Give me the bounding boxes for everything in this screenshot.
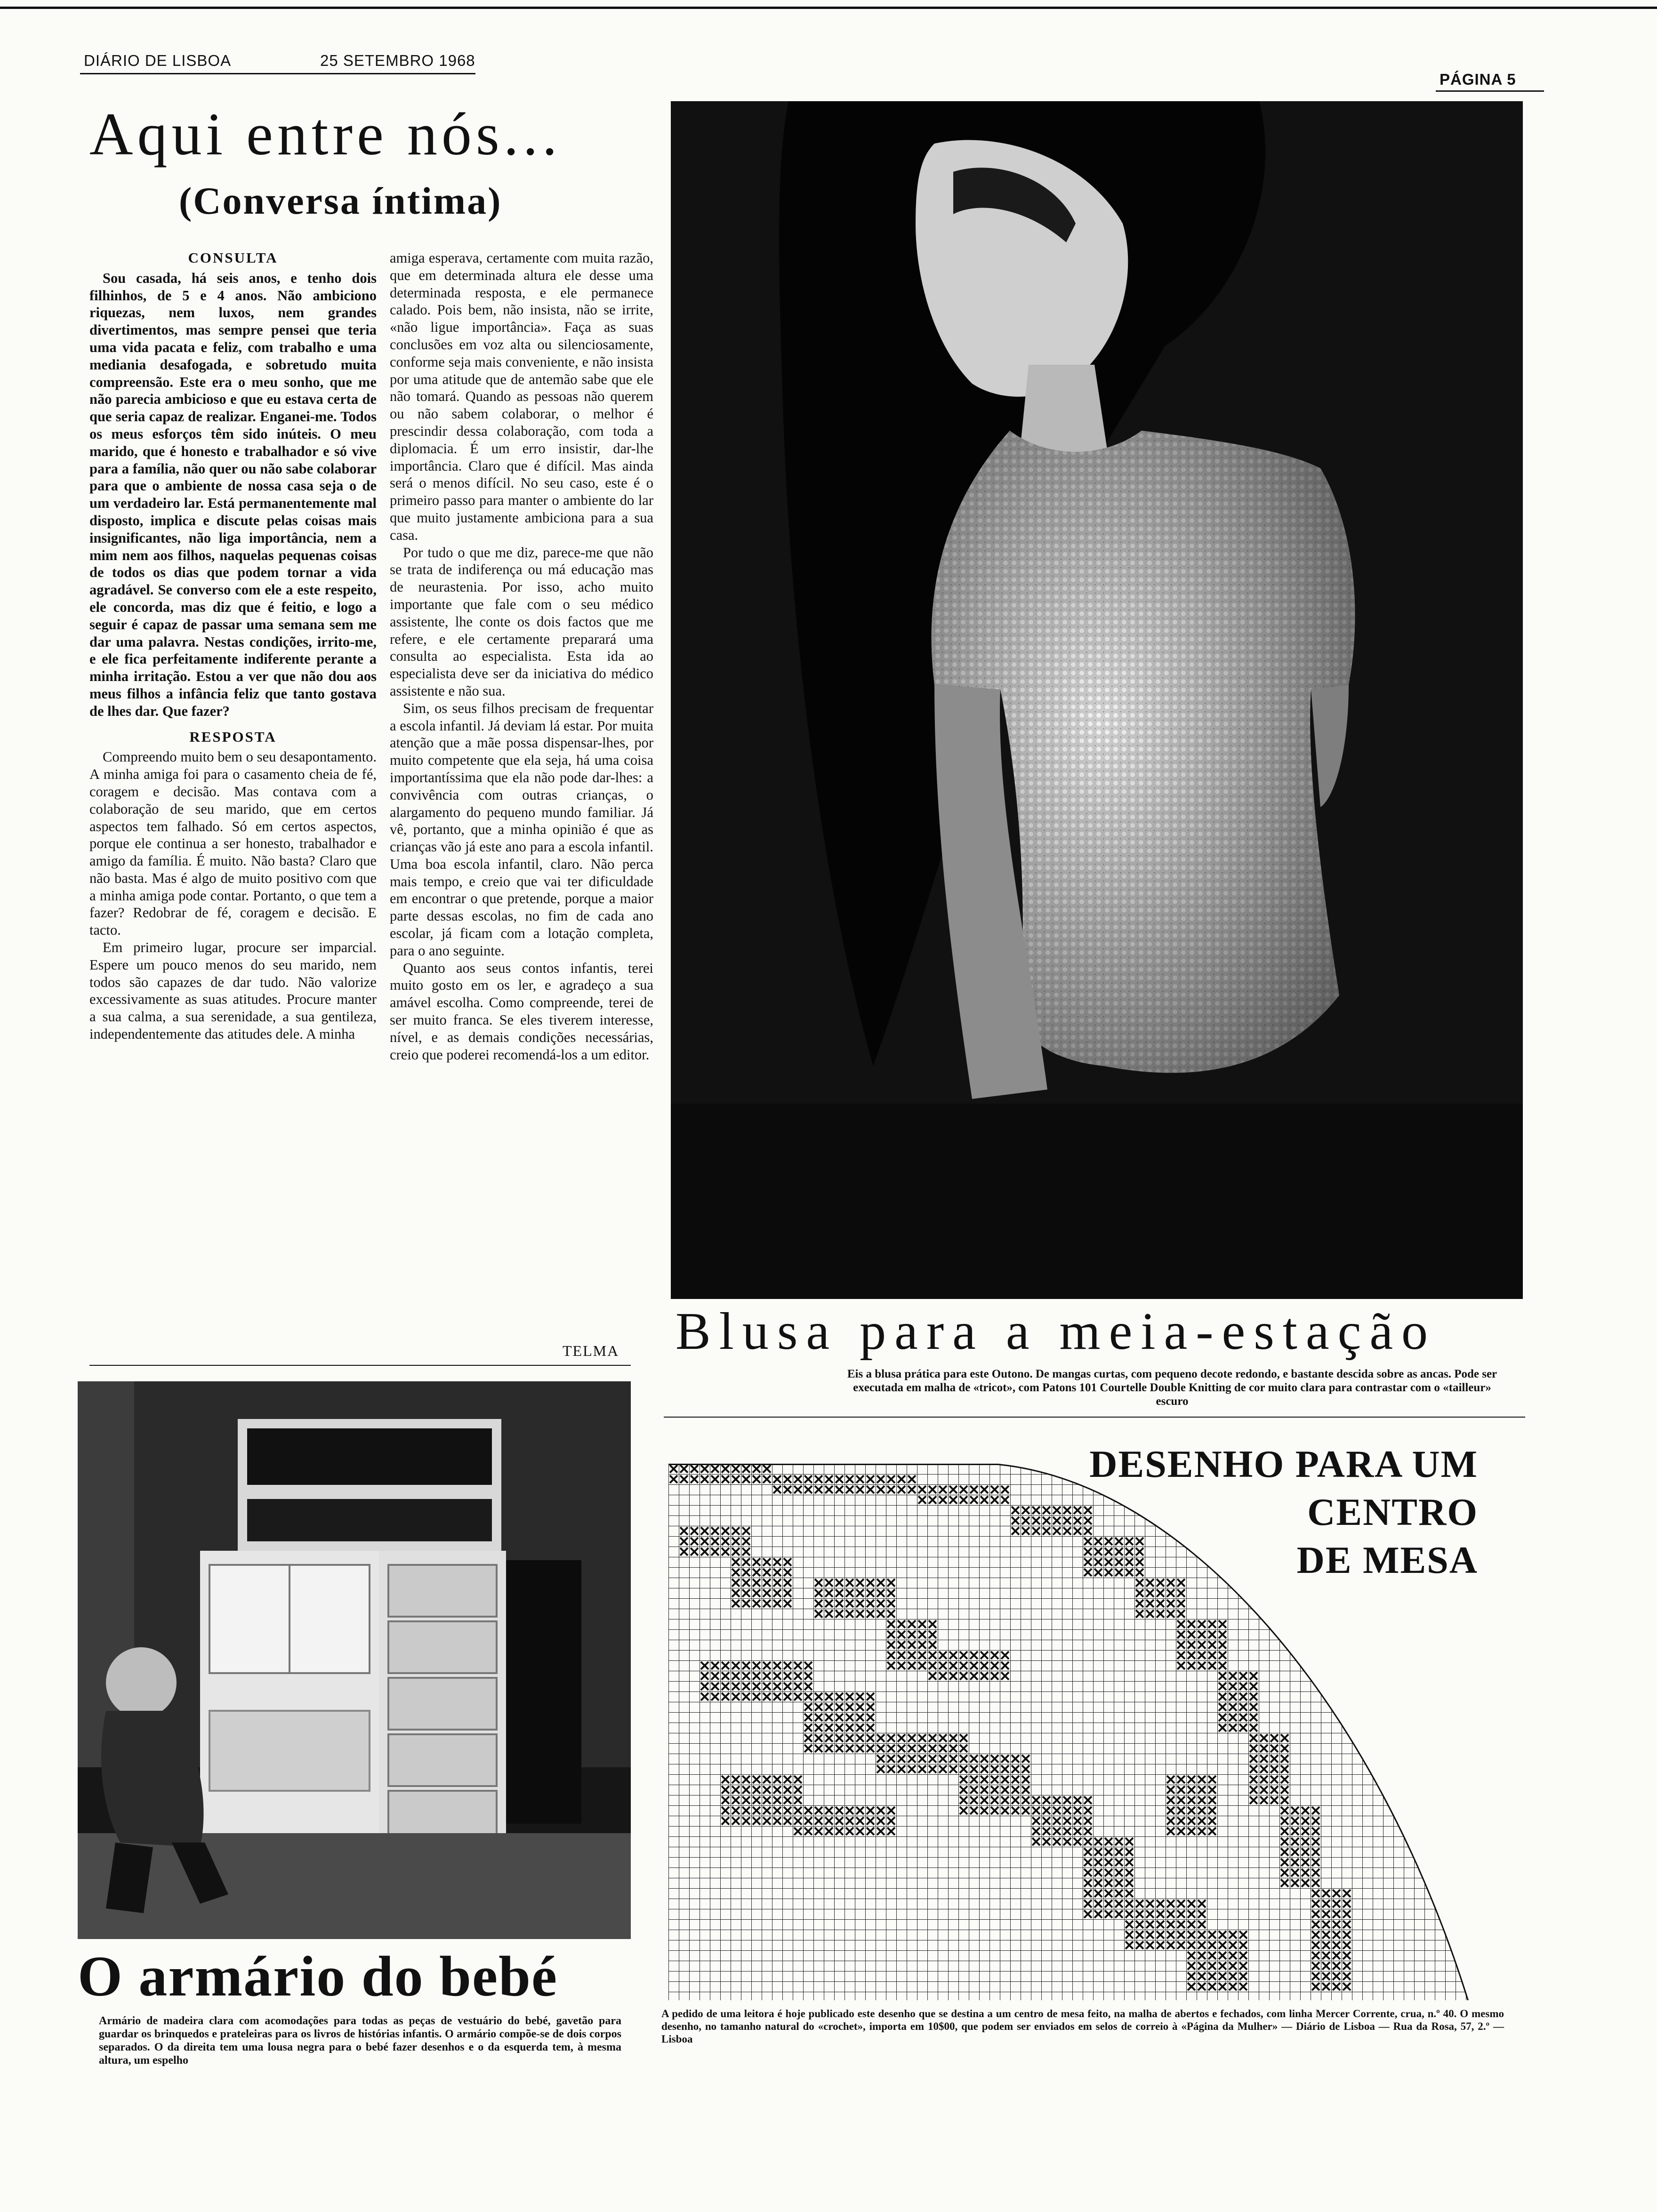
col2-paragraph-1: amiga esperava, certamente com muita razão, que em determinada altura ele desse uma determinada resposta, e ele permanece calado. Pois bem, não insista, não se irrite, «não ligue importância». Faça as suas conclusões em voz alta ou silenciosamente, conforme seja mais conveniente, e não insista por uma atitude que de antemão sabe que ele não tomará. Quando as pessoas não querem ou não sabem colaborar, o melhor é prescindir dessa colaboração, com toda a diplomacia. É um erro insistir, dar-lhe importância. Claro que é difícil. Mas ainda será o menos difícil. No seu caso, este é o primeiro passo para manter o ambiente do lar que muito justamente ambiciona para a sua casa. bbox=[390, 250, 653, 543]
armario-caption: Armário de madeira clara com acomodações para todas as peças de vestuário do bebé, gavetão para guardar os brinquedos e prateleiras para os livros de histórias infantis. O armário compõe-se de dois corpos separados. O da direita tem uma lousa negra para o bebé fazer desenhos e o da esquerda tem, à mesma altura, um espelho bbox=[99, 2015, 621, 2067]
masthead-rule-right bbox=[1436, 90, 1544, 92]
masthead-page: PÁGINA 5 bbox=[1440, 71, 1516, 88]
article-subtitle: (Conversa íntima) bbox=[179, 179, 502, 222]
article-column-2 bbox=[390, 249, 653, 1063]
masthead-paper: DIÁRIO DE LISBOA bbox=[84, 52, 232, 69]
col2-paragraph-4: Quanto aos seus contos infantis, terei muito gosto em os ler, e agradeço a sua amável escolha. Como compreende, terei de ser muito franca. Se eles tiverem interesse, nível, e as demais condições necessárias, creio que poderei recomendá-los a um editor. bbox=[390, 960, 653, 1063]
masthead-date: 25 SETEMBRO 1968 bbox=[320, 52, 475, 69]
blusa-caption: Eis a blusa prática para este Outono. De mangas curtas, com pequeno decote redondo, e bastante descida sobre as ancas. Pode ser executada em malha de «tricot», com Patons 101 Courtelle Double Knitting de cor muito clara para contrastar com o «tailleur» escuro bbox=[847, 1368, 1497, 1408]
article-bottom-rule bbox=[89, 1365, 631, 1366]
armario-photo-illustration bbox=[78, 1381, 631, 1939]
desenho-crochet-chart bbox=[668, 1464, 1520, 2000]
masthead-rule bbox=[80, 73, 475, 74]
resposta-heading: RESPOSTA bbox=[189, 728, 277, 745]
blusa-title: Blusa para a meia-estação bbox=[676, 1302, 1437, 1361]
col2-paragraph-2: Por tudo o que me diz, parece-me que não se trata de indiferença ou má educação mas de neurastenia. Por isso, acho muito importante que fale com o seu médico assistente, lhe conte os dois factos que me refere, e ele certamente preparará uma consulta ao especialista. Esta ida ao especialista deve ser da iniciativa do médico assistente e não sua. bbox=[390, 544, 653, 699]
article-title: Aqui entre nós... bbox=[89, 101, 562, 168]
consulta-heading: CONSULTA bbox=[188, 249, 278, 266]
blusa-photo bbox=[671, 101, 1523, 1299]
article-column-1 bbox=[89, 249, 377, 1043]
article-signature: TELMA bbox=[563, 1342, 619, 1359]
desenho-title-line-3: DE MESA bbox=[1296, 1539, 1478, 1581]
armario-title: O armário do bebé bbox=[78, 1945, 558, 2008]
resposta-paragraph-2: Em primeiro lugar, procure ser imparcial. Espere um pouco menos do seu marido, nem todos são capazes de dar tudo. Não valorize excessivamente as suas atitudes. Procure manter a sua calma, a sua serenidade, a sua gentileza, independentemente das atitudes dele. A minha bbox=[89, 939, 377, 1042]
desenho-title-line-2: CENTRO bbox=[1307, 1491, 1478, 1533]
crochet-grid bbox=[668, 1464, 1520, 2000]
desenho-caption: A pedido de uma leitora é hoje publicado este desenho que se destina a um centro de mesa feito, na malha de abertos e fechados, com linha Mercer Corrente, crua, n.º 40. O mesmo desenho, no tamanho natural do «crochet», importa em 10$00, que podem ser enviados em selos de correio à «Página da Mulher» — Diário de Lisboa — Rua da Rosa, 57, 2.º — Lisboa bbox=[661, 2008, 1504, 2045]
top-edge-rule bbox=[0, 7, 1657, 9]
desenho-title-line-1: DESENHO PARA UM bbox=[1089, 1443, 1478, 1485]
blusa-caption-rule bbox=[664, 1417, 1525, 1418]
armario-photo bbox=[78, 1381, 631, 1939]
resposta-paragraph-1: Compreendo muito bem o seu desapontamento. A minha amiga foi para o casamento cheia de fé, coragem e decisão. Mas contava com a colaboração de seu marido, que em certos aspectos tem falhado. Só em certos aspectos, porque ele continua a ser honesto, trabalhador e amigo da família. É muito. Não basta? Claro que não basta. Mas é algo de muito positivo com que a minha amiga pode contar. Portanto, o que tem a fazer? Redobrar de fé, coragem e decisão. E tacto. bbox=[89, 749, 377, 938]
consulta-text: Sou casada, há seis anos, e tenho dois filhinhos, de 5 e 4 anos. Não ambiciono riquezas, nem luxos, nem grandes divertimentos, mas sempre pensei que teria uma vida pacata e feliz, com trabalho e uma mediania desafogada, e sobretudo muita compreensão. Este era o meu sonho, que me não parecia ambicioso e que eu estava certa de que seria capaz de realizar. Enganei-me. Todos os meus esforços têm sido inúteis. O meu marido, que é honesto e trabalhador e só vive para a família, não quer ou não sabe colaborar para que o ambiente de nossa casa seja o de um verdadeiro lar. Está permanentemente mal disposto, implica e discute pelas coisas mais insignificantes, não liga importância, nem a mim nem aos filhos, naquelas pequenas coisas de todos os dias que podem tornar a vida agradável. Se converso com ele a este respeito, ele concorda, mas diz que é feitio, e logo a seguir é capaz de passar uma semana sem me dar uma palavra. Nestas condições, irrito-me, e ele fica perfeitamente indiferente perante a minha irritação. Estou a ver que não dou aos meus filhos a infância feliz que tanto gostava de lhes dar. Que fazer? bbox=[89, 270, 377, 719]
col2-paragraph-3: Sim, os seus filhos precisam de frequentar a escola infantil. Já deviam lá estar. Por muita atenção que a mãe possa dispensar-lhes, por muito competente que ela seja, há uma coisa importantíssima que ela não pode dar-lhes: a convivência com outras crianças, o alargamento do pequeno mundo familiar. Já vê, portanto, que a minha opinião é que as crianças vão já este ano para a escola infantil. Uma boa escola infantil, claro. Não perca mais tempo, e creio que vai ter dificuldade em encontrar o que pretende, porque a maior parte dessas escolas, no fim de cada ano escolar, já ficam com a lotação completa, para o ano seguinte. bbox=[390, 700, 653, 959]
blusa-photo-illustration bbox=[671, 101, 1523, 1299]
